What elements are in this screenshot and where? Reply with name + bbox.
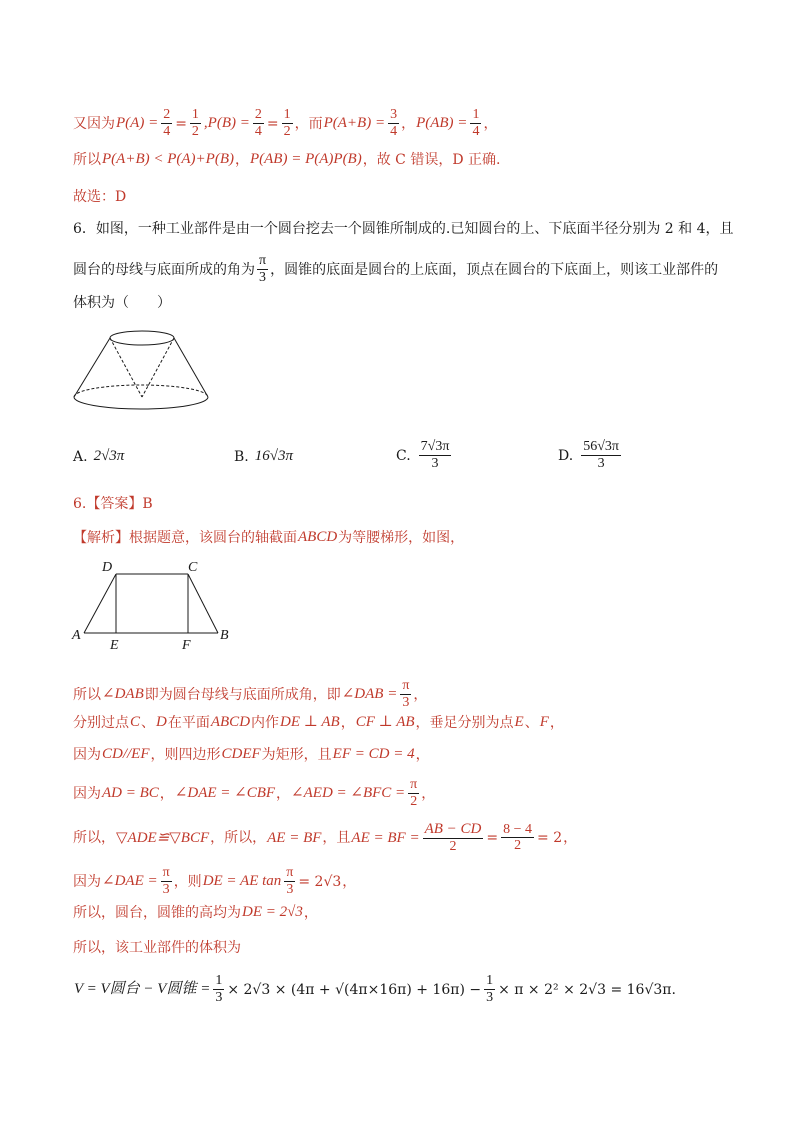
right-generatrix xyxy=(174,338,208,397)
formula: ∠DAB xyxy=(102,686,144,703)
formula: V = V圆台 − V圆锥 = xyxy=(74,981,211,998)
formula: AE = BF = xyxy=(351,829,420,846)
analysis-step-7: 所以，圆台，圆锥的高均为 DE = 2√3 ， xyxy=(73,904,318,921)
fraction: $\frac{\pi}{3}$ xyxy=(162,865,170,897)
text: ，而 xyxy=(294,115,323,132)
formula: DE = 2√3 xyxy=(242,904,303,920)
fraction: $\frac{\pi}{3}$ xyxy=(402,678,410,710)
formula: EF = CD = 4 xyxy=(332,746,415,762)
question-line-2 xyxy=(73,254,718,285)
fraction: $\frac{1}{4}$ xyxy=(472,107,480,139)
answer-text: 6.【答案】B xyxy=(73,496,153,512)
text: 6．如图，一种工业部件是由一个圆台挖去一个圆锥所制成的.已知圆台的上、下底面半径分别为 2 和 4，且 xyxy=(73,221,734,237)
formula: ∠AED = ∠BFC = xyxy=(291,785,406,802)
analysis-tag: 【解析】 xyxy=(73,529,129,546)
text: 为等腰梯形，如图， xyxy=(338,529,465,546)
label-c: C xyxy=(188,560,198,575)
side-ad xyxy=(84,574,116,633)
top-ellipse xyxy=(110,331,174,345)
cone-right-edge xyxy=(142,338,174,397)
text: 即为圆台母线与底面所成角，即 xyxy=(144,686,341,703)
cone-left-edge xyxy=(110,338,142,397)
fraction: $\frac{\pi}{3}$ xyxy=(259,253,267,285)
text: 因为 xyxy=(73,873,101,890)
text: ，所以， xyxy=(210,830,267,847)
formula: ,P(B) = xyxy=(203,115,250,132)
option-label: C. xyxy=(396,447,411,464)
formula: P(A) = xyxy=(116,115,159,132)
fraction: $\frac{3}{4}$ xyxy=(390,107,398,139)
formula: CDEF xyxy=(221,746,261,762)
option-a[interactable] xyxy=(73,448,124,465)
option-b[interactable] xyxy=(234,448,293,465)
text: 所以，圆台，圆锥的高均为 xyxy=(73,904,241,921)
formula: ∠DAE = xyxy=(102,873,158,890)
formula: D xyxy=(156,714,167,730)
fraction: $\frac{1}{2}$ xyxy=(191,107,199,139)
volume-formula xyxy=(73,974,677,1005)
formula: CD//EF xyxy=(102,746,150,762)
text: 体积为（ ） xyxy=(73,295,171,311)
label-e: E xyxy=(110,638,119,653)
formula: P(A+B) = xyxy=(323,115,386,132)
option-c[interactable] xyxy=(396,440,453,471)
formula: ABCD xyxy=(210,714,251,730)
analysis-step-2: 分别过点 C 、 D 在平面 ABCD 内作 DE ⊥ AB ， CF ⊥ AB ，垂足分别为点 E 、 F ， xyxy=(73,714,564,731)
text: 故选：D xyxy=(73,189,127,205)
formula: AD = BC xyxy=(102,785,159,802)
fraction: $\frac{1}{3}$ xyxy=(215,973,223,1005)
option-value: 2√3π xyxy=(93,448,125,464)
analysis-step-5: 所以， ▽ADE≌▽BCF ，所以， AE = BF ，且 AE = BF = $\frac{AB - CD}{2}$ = $\frac{8 - 4}{2}$ = 2 ， xyxy=(73,821,578,854)
option-d[interactable] xyxy=(558,440,623,471)
label-b: B xyxy=(220,628,229,643)
option-value: 16√3π xyxy=(254,448,293,464)
fraction: $\frac{2}{4}$ xyxy=(254,107,262,139)
text: 为矩形，且 xyxy=(261,746,332,763)
fraction: $\frac{\pi}{2}$ xyxy=(410,777,418,809)
text: ，则 xyxy=(173,873,202,890)
formula: C xyxy=(130,714,141,730)
formula: F xyxy=(539,714,549,730)
formula: ∠DAE = ∠CBF xyxy=(174,785,276,802)
formula: ∠DAB = xyxy=(341,686,398,703)
text: 所以 xyxy=(73,686,101,703)
answer-line xyxy=(73,497,153,511)
probability-line-2: 所以 P(A+B) < P(A)+P(B) ， P(AB) = P(A)P(B) ，故 C 错误，D 正确. xyxy=(73,151,501,168)
formula: × 2√3 × (4π + √(4π×16π) + 16π) − xyxy=(227,981,482,998)
text: 又因为 xyxy=(73,115,115,132)
frustum-diagram xyxy=(65,325,215,415)
formula: CF ⊥ AB xyxy=(355,714,415,730)
formula: × π × 2² × 2√3 = 16√3π. xyxy=(498,981,676,998)
analysis-step-4: 因为 AD = BC ， ∠DAE = ∠CBF ， ∠AED = ∠BFC = $\frac{\pi}{2}$ ， xyxy=(73,777,436,809)
formula: P(A+B) < P(A)+P(B) xyxy=(102,151,234,167)
text: ，垂足分别为点 xyxy=(415,714,514,731)
analysis-step-3: 因为 CD//EF ，则四边形 CDEF 为矩形，且 EF = CD = 4 ， xyxy=(73,746,430,763)
label-a: A xyxy=(72,628,81,643)
formula: E xyxy=(514,714,524,730)
option-value: $\frac{7√3\pi}{3}$ xyxy=(420,439,450,471)
text: 内作 xyxy=(251,714,280,731)
fraction: $\frac{1}{2}$ xyxy=(283,107,291,139)
option-label: D. xyxy=(558,447,574,464)
fraction: $\frac{AB - CD}{2}$ xyxy=(424,821,482,854)
text: 所以，该工业部件的体积为 xyxy=(73,940,241,956)
text: ，则四边形 xyxy=(150,746,221,763)
analysis-intro xyxy=(73,530,464,545)
text: 圆台的母线与底面所成的角为 xyxy=(73,261,255,278)
text: 分别过点 xyxy=(73,714,129,731)
text: ，且 xyxy=(322,830,351,847)
analysis-step-6: 因为 ∠DAE = $\frac{\pi}{3}$ ，则 DE = AE tan $\frac{\pi}{3}$ = 2√3 ， xyxy=(73,865,357,897)
formula: DE ⊥ AB xyxy=(280,714,340,730)
text: 因为 xyxy=(73,785,101,802)
choice-line xyxy=(73,190,126,204)
formula: ▽ADE≌▽BCF xyxy=(116,829,210,846)
label-f: F xyxy=(182,638,191,653)
side-bc xyxy=(188,574,218,633)
label-d: D xyxy=(102,560,113,575)
text: 所以， xyxy=(73,830,115,847)
analysis-step-1: 所以 ∠DAB 即为圆台母线与底面所成角，即 ∠DAB = $\frac{\pi}{3}$ ， xyxy=(73,678,428,710)
probability-line-1: 又因为 P(A) = $\frac{2}{4}$ = $\frac{1}{2}$ ,P(B) = $\frac{2}{4}$ = $\frac{1}{2}$ ，而 P(A+B) = $\frac{3}{4}$ ， P(AB) = $\frac{1}{4}$ ， xyxy=(73,107,498,139)
fraction: $\frac{\pi}{3}$ xyxy=(286,865,294,897)
text: 因为 xyxy=(73,746,101,763)
question-line-3 xyxy=(73,296,171,310)
question-line-1 xyxy=(73,222,734,236)
text: ，圆锥的底面是圆台的上底面，顶点在圆台的下底面上，则该工业部件的 xyxy=(270,261,719,278)
analysis-step-8 xyxy=(73,941,241,955)
option-label: B. xyxy=(234,448,249,465)
fraction: $\frac{2}{4}$ xyxy=(163,107,171,139)
text: ，故 C 错误，D 正确. xyxy=(362,151,501,168)
formula: DE = AE tan xyxy=(202,873,282,890)
trapezoid-diagram xyxy=(70,558,240,653)
option-value: $\frac{56√3\pi}{3}$ xyxy=(583,439,619,471)
option-label: A. xyxy=(73,448,88,465)
formula: AE = BF xyxy=(267,829,322,846)
fraction: $\frac{1}{3}$ xyxy=(486,973,494,1005)
text: 在平面 xyxy=(167,714,210,731)
formula: P(AB) = P(A)P(B) xyxy=(249,151,362,167)
formula: P(AB) = xyxy=(416,115,468,132)
fraction: $\frac{8 - 4}{2}$ xyxy=(503,821,533,854)
text: 根据题意，该圆台的轴截面 xyxy=(129,529,297,546)
left-generatrix xyxy=(74,338,110,397)
formula: ABCD xyxy=(298,529,338,545)
bottom-ellipse-front xyxy=(74,397,208,409)
text: 所以 xyxy=(73,151,101,168)
